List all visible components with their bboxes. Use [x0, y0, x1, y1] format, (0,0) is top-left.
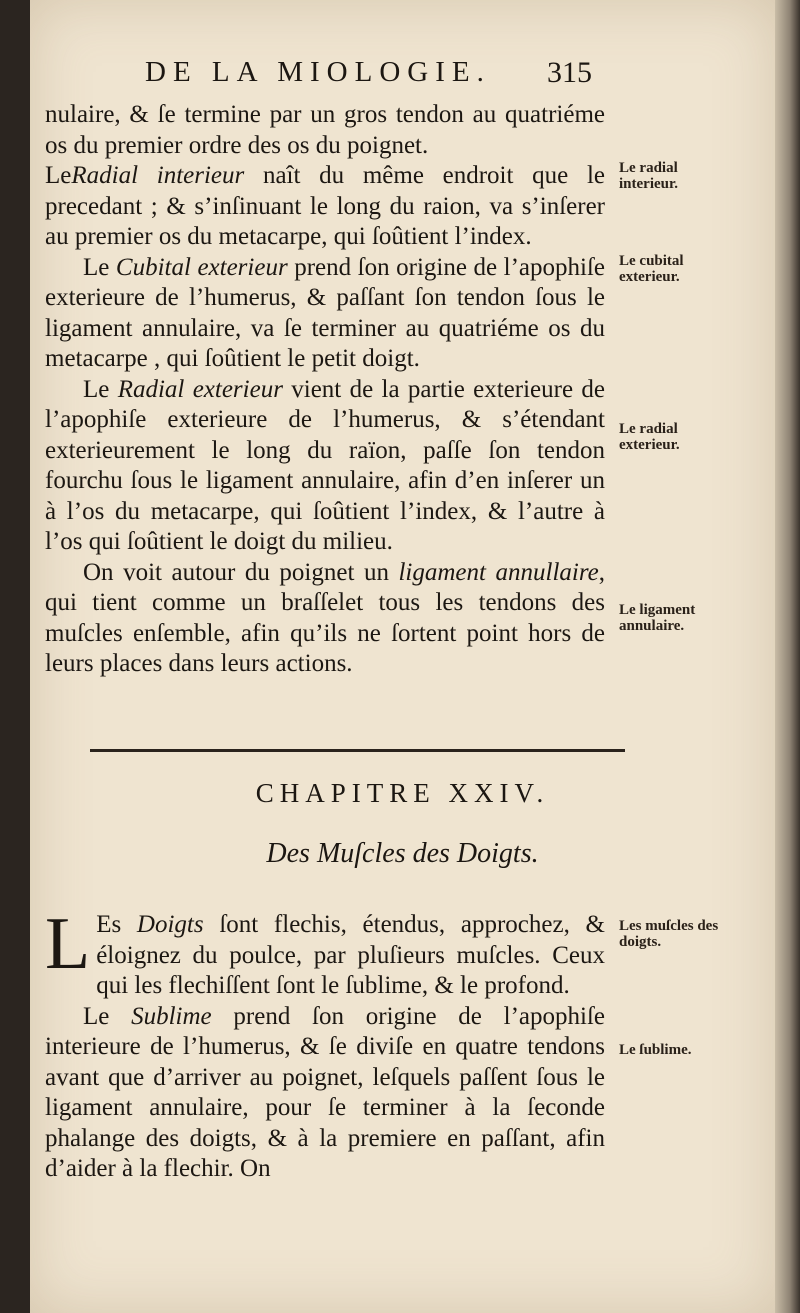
page-edge	[775, 0, 800, 1313]
text-block-lower	[45, 903, 605, 1185]
chapter-rule	[90, 749, 625, 752]
paragraph-radial-interieur: LeRadial interieur naît du même endroit que le precedant ; & s’inſinuant le long du raion, va s’inſerer au premier os du metacarpe, qui ſoûtient l’index.	[45, 162, 605, 250]
page-header	[30, 56, 775, 96]
margin-note-radial-exterieur: Le radial exterieur.	[619, 421, 680, 453]
paragraph-radial-exterieur: Le Radial exterieur vient de la partie exterieure de l’apophiſe exterieure de l’humerus, & s’étendant exterieurement le long du raïon, paſſe ſon tendon fourchu ſous le ligament annulaire, afin d’en inſerer un à l’os du metacarpe, qui ſoûtient l’index, & l’autre à l’os qui ſoûtient le doigt du milieu.	[45, 375, 605, 555]
margin-note-cubital-exterieur: Le cubital exterieur.	[619, 253, 684, 285]
margin-note-ligament-annulaire: Le ligament annulaire.	[619, 602, 696, 634]
page-number: 315	[547, 56, 592, 89]
drop-cap: L	[45, 903, 91, 985]
paragraph-continuation: nulaire, & ſe termine par un gros tendon au quatriéme os du premier ordre des os du poignet.	[45, 101, 605, 159]
margin-note-sublime: Le ſublime.	[619, 1042, 692, 1058]
margin-note-muscles-doigts: Les muſcles des doigts.	[619, 918, 719, 950]
running-title: DE LA MIOLOGIE.	[145, 56, 491, 88]
paragraph-cubital-exterieur: Le Cubital exterieur prend ſon origine de l’apophiſe exterieure de l’humerus, & paſſant ſon tendon ſous le ligament annulaire, va ſe terminer au quatriéme os du metacarpe , qui ſoûtient le petit doigt.	[45, 253, 605, 372]
paragraph-sublime: Le Sublime prend ſon origine de l’apophiſe interieure de l’humerus, & ſe diviſe en quatre tendons avant que d’arriver au poignet, leſquels paſſent ſous le ligament annulaire, pour ſe terminer à la ſeconde phalange des doigts, & à la premiere en paſſant, afin d’aider à la flechir. On	[45, 1002, 605, 1182]
book-page	[30, 0, 775, 1313]
section-title: Des Muſcles des Doigts.	[266, 838, 539, 869]
text-block-upper	[45, 100, 605, 680]
margin-note-radial-interieur: Le radial interieur.	[619, 160, 679, 192]
paragraph-ligament-annulaire: On voit autour du poignet un ligament annullaire, qui tient comme un braſſelet tous les tendons des muſcles enſemble, afin qu’ils ne ſortent point hors de leurs places dans leurs actions.	[45, 558, 605, 677]
paragraph-doigts: L Es Doigts ſont flechis, étendus, approchez, & éloignez du poulce, par pluſieurs muſcles. Ceux qui les flechiſſent ſont le ſublime, & le profond.	[45, 903, 605, 999]
chapter-title: CHAPITRE XXIV.	[255, 778, 550, 808]
